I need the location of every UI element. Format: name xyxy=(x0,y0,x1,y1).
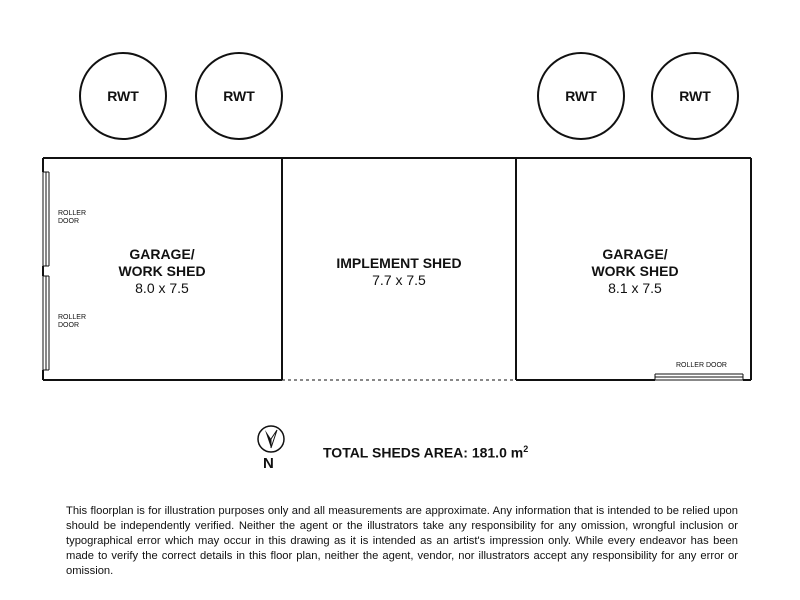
room-name-line1: GARAGE/ xyxy=(602,246,668,262)
roller-door-left-lower xyxy=(41,276,51,370)
north-arrow-icon xyxy=(256,424,286,454)
tank-label: RWT xyxy=(565,88,597,104)
room-name-line2: WORK SHED xyxy=(591,263,679,279)
north-label: N xyxy=(263,455,274,472)
room-dimensions: 8.0 x 7.5 xyxy=(135,280,189,296)
room-name-line2: WORK SHED xyxy=(118,263,206,279)
total-area-value: 181.0 m xyxy=(471,444,524,461)
disclaimer-text: This floorplan is for illustration purposes only and all measurements are approximate. Any information that is intended to be relied upon should be independently verified. Neither the agent or the illustrators take any responsibility for any omission, wrongful inclusion or typographical error which may occur in this drawing as it is intended as an artist's impression only. While every endeavor has been made to verify the correct details in this floor plan, neither the agent, vendor, nor illustrators accept any responsibility for any error or omission. xyxy=(66,505,738,577)
roller-door-left-upper xyxy=(41,172,51,266)
tank-label: RWT xyxy=(107,88,139,104)
room-name-line1: GARAGE/ xyxy=(129,246,195,262)
tank-label: RWT xyxy=(679,88,711,104)
room-implement-shed xyxy=(324,255,474,289)
total-area-label: TOTAL SHEDS AREA: xyxy=(323,444,468,461)
door-label-right-bottom: ROLLER DOOR xyxy=(676,362,727,369)
room-dimensions: 8.1 x 7.5 xyxy=(608,280,662,296)
room-dimensions: 7.7 x 7.5 xyxy=(372,272,426,288)
room-name-line1: IMPLEMENT SHED xyxy=(336,255,462,271)
tank-label: RWT xyxy=(223,88,255,104)
total-area-unit-superscript: 2 xyxy=(523,444,529,454)
total-area xyxy=(323,444,528,461)
roller-door-right-bottom xyxy=(655,371,743,381)
room-garage-workshed-right xyxy=(585,246,685,297)
room-garage-workshed-left xyxy=(112,246,212,297)
door-label-left-upper: ROLLER DOOR xyxy=(58,210,87,225)
door-label-left-lower: ROLLER DOOR xyxy=(58,314,87,329)
